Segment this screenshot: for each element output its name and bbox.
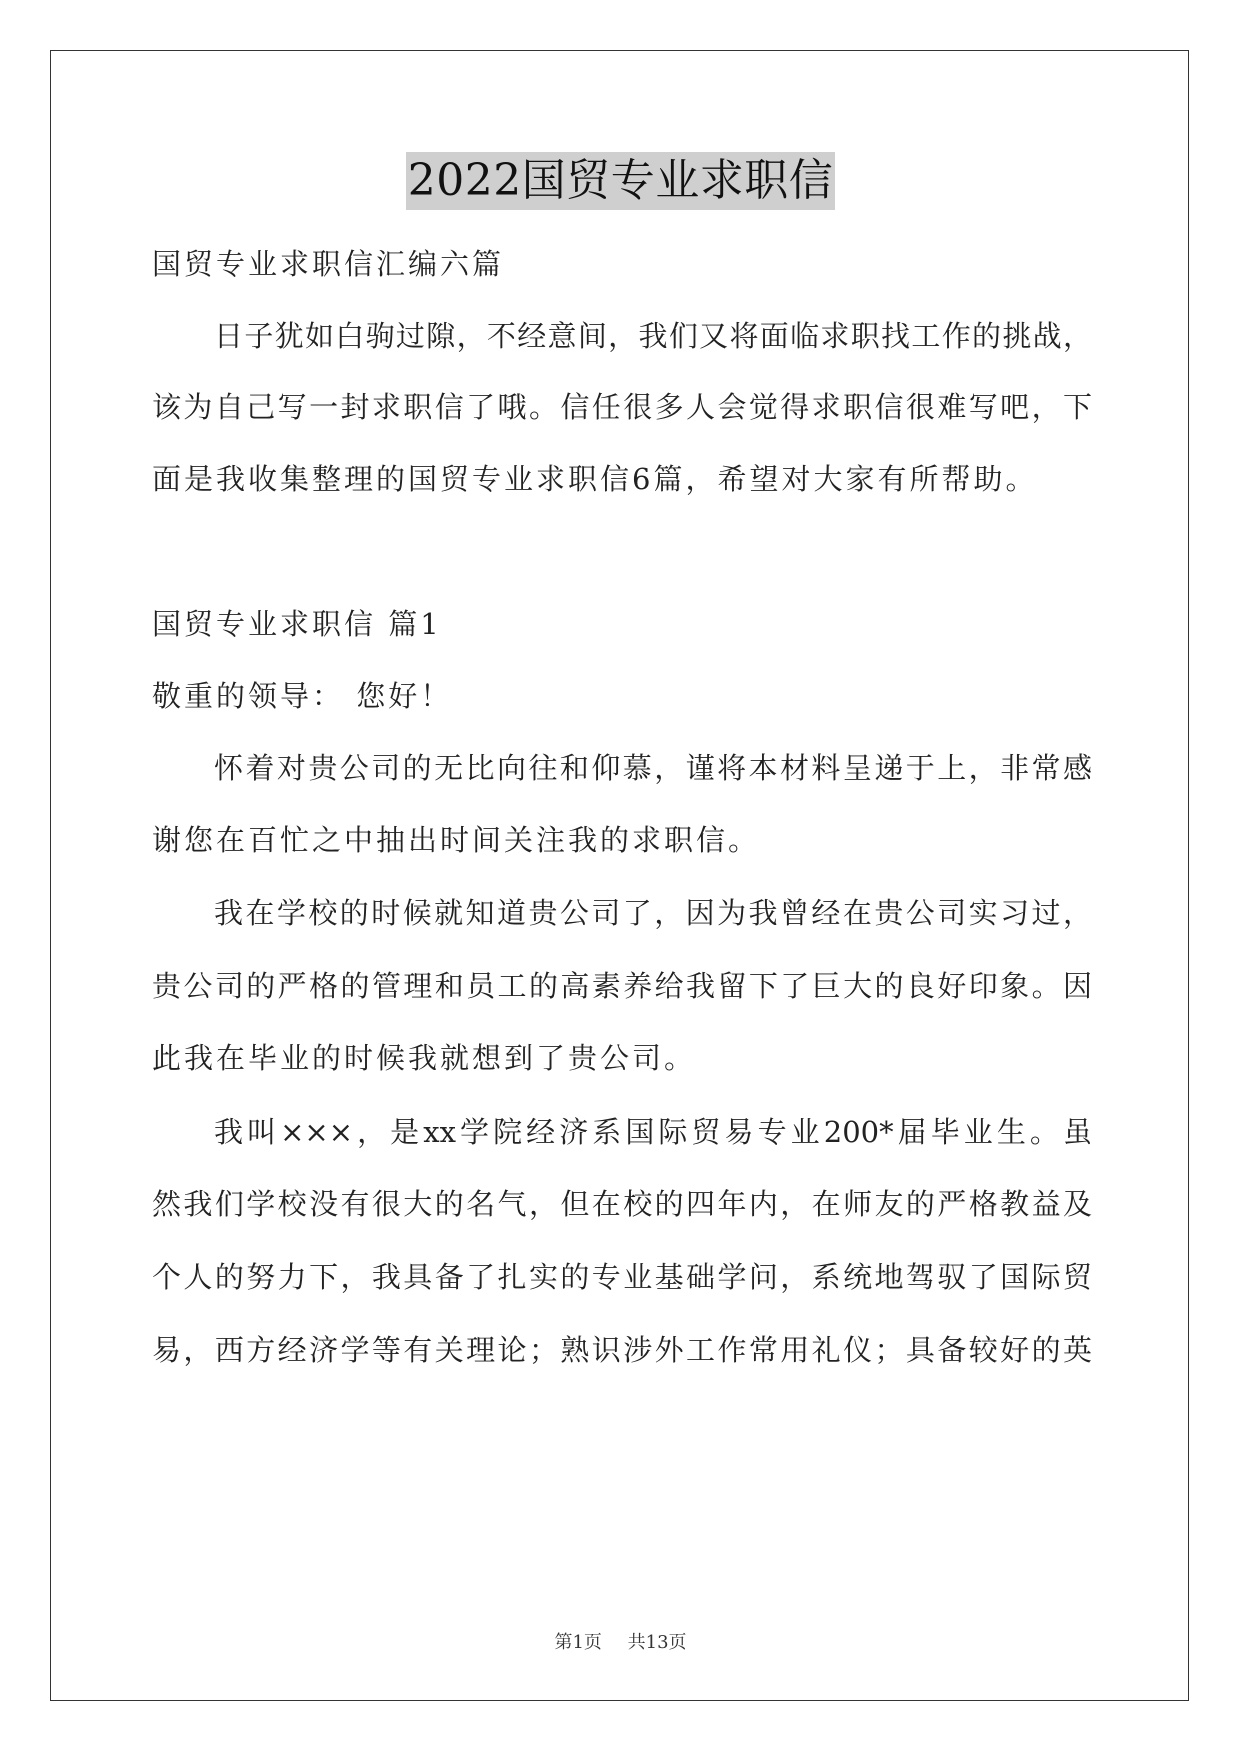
page-border bbox=[50, 50, 1189, 1701]
body-line-5: 此我在毕业的时候我就想到了贵公司。 bbox=[152, 1041, 697, 1075]
salutation: 敬重的领导： 您好！ bbox=[152, 679, 453, 713]
subtitle: 国贸专业求职信汇编六篇 bbox=[152, 247, 505, 281]
document-title: 2022国贸专业求职信 bbox=[406, 152, 835, 210]
body-line-7: 然我们学校没有很大的名气，但在校的四年内，在师友的严格教益及 bbox=[152, 1187, 1092, 1221]
body-line-4: 贵公司的严格的管理和员工的高素养给我留下了巨大的良好印象。因 bbox=[152, 969, 1092, 1003]
body-line-3: 我在学校的时候就知道贵公司了，因为我曾经在贵公司实习过， bbox=[214, 896, 1092, 930]
intro-line-3: 面是我收集整理的国贸专业求职信6篇，希望对大家有所帮助。 bbox=[152, 462, 1038, 496]
intro-line-2: 该为自己写一封求职信了哦。信任很多人会觉得求职信很难写吧，下 bbox=[152, 390, 1092, 424]
page-footer bbox=[0, 1628, 1241, 1654]
intro-line-1: 日子犹如白驹过隙，不经意间，我们又将面临求职找工作的挑战， bbox=[214, 319, 1092, 353]
body-line-9: 易，西方经济学等有关理论；熟识涉外工作常用礼仪；具备较好的英 bbox=[152, 1333, 1092, 1367]
body-line-8: 个人的努力下，我具备了扎实的专业基础学问，系统地驾驭了国际贸 bbox=[152, 1260, 1092, 1294]
body-line-1: 怀着对贵公司的无比向往和仰慕，谨将本材料呈递于上，非常感 bbox=[214, 751, 1092, 785]
section-heading: 国贸专业求职信 篇1 bbox=[152, 607, 442, 641]
title-container bbox=[0, 152, 1241, 210]
body-line-2: 谢您在百忙之中抽出时间关注我的求职信。 bbox=[152, 823, 761, 857]
page-number: 第1页 bbox=[554, 1632, 602, 1653]
page-total: 共13页 bbox=[627, 1632, 687, 1653]
body-line-6: 我叫×××，是xx学院经济系国际贸易专业200*届毕业生。虽 bbox=[214, 1115, 1092, 1149]
